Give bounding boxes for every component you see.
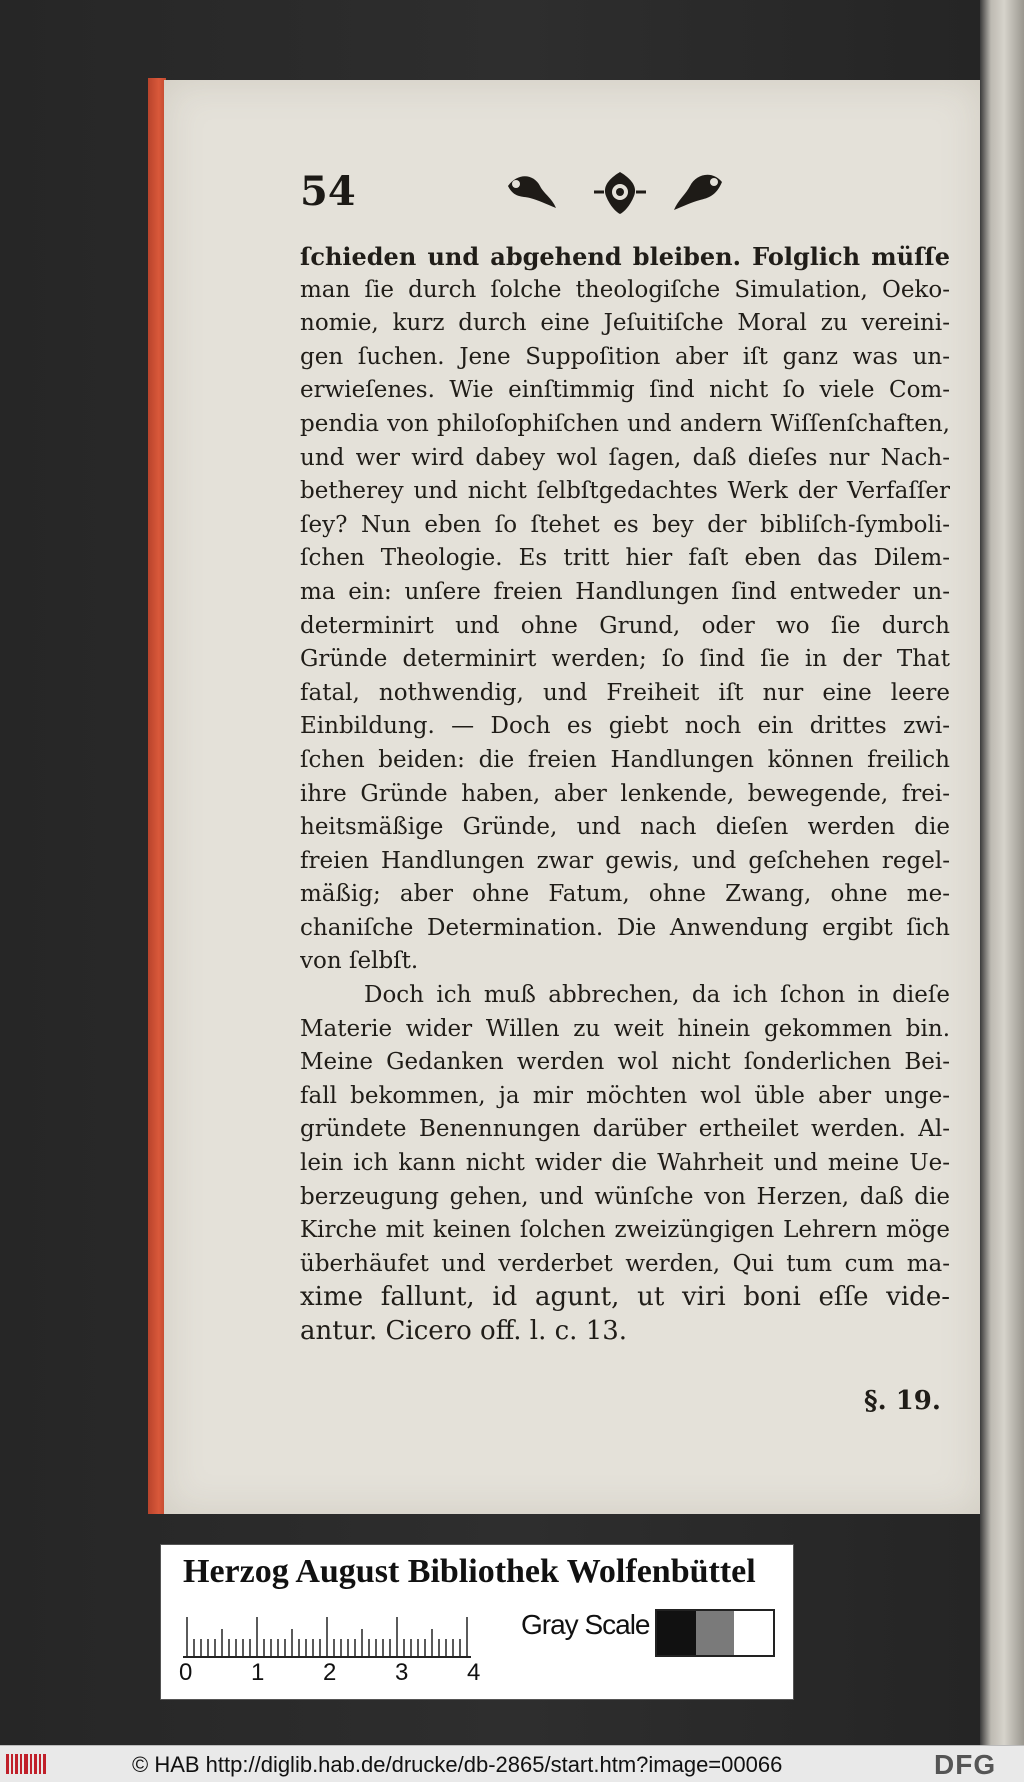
text-line: antur. Cicero off. l. c. 13.	[300, 1316, 628, 1346]
text-line: mäßig; aber ohne Fatum, ohne Zwang, ohne me-	[300, 881, 950, 908]
text-line: fall bekommen, ja mir möchten wol üble aber unge-	[300, 1082, 950, 1109]
text-line: ma ein: unſere freien Handlungen ſind entweder un-	[300, 578, 950, 605]
text-line: erwieſenes. Wie einſtimmig ſind nicht ſo viele Com-	[300, 377, 950, 404]
dfg-logo: DFG	[934, 1749, 997, 1780]
ruler-label: 2	[323, 1659, 337, 1686]
ornament-center-icon	[590, 168, 650, 218]
ruler-label: 0	[179, 1659, 193, 1686]
ornament-left-icon	[500, 168, 560, 218]
ruler-label: 1	[251, 1659, 265, 1686]
text-line: Materie wider Willen zu weit hinein gekommen bin.	[300, 1015, 950, 1042]
catchword: §. 19.	[864, 1386, 941, 1416]
library-color-card	[160, 1544, 794, 1700]
library-name: Herzog August Bibliothek Wolfenbüttel	[183, 1553, 756, 1590]
text-line: determinirt und ohne Grund, oder wo ſie durch	[300, 612, 950, 639]
text-line: nomie, kurz durch eine Jeſuitiſche Moral zu vereini-	[300, 310, 950, 337]
text-line: lein ich kann nicht wider die Wahrheit und meine Ue-	[300, 1150, 950, 1177]
text-line: gründete Benennungen darüber ertheilet werden. Al-	[300, 1116, 950, 1143]
text-line: heitsmäßige Gründe, und nach dieſen werden die	[300, 814, 950, 841]
grayscale-swatch-gray	[696, 1611, 735, 1655]
text-line: fatal, nothwendig, und Freiheit iſt nur eine leere	[300, 679, 950, 706]
text-line: xime fallunt, id agunt, ut viri boni eſſe vide-	[300, 1282, 950, 1313]
text-line: gen ſuchen. Jene Suppoſition aber iſt ganz was un-	[300, 343, 950, 370]
text-line: Doch ich muß abbrechen, da ich ſchon in dieſe	[364, 982, 950, 1009]
text-line: von ſelbſt.	[300, 948, 419, 975]
text-line: ſchieden und abgehend bleiben. Folglich müſſe	[300, 242, 950, 271]
text-line: berzeugung gehen, und wünſche von Herzen, daß die	[300, 1183, 950, 1210]
page-number: 54	[300, 168, 356, 215]
hab-barcode-logo-icon	[4, 1750, 48, 1778]
text-line: ſchen Theologie. Es tritt hier faſt eben das Dilem-	[300, 545, 950, 572]
running-head	[300, 168, 940, 228]
text-line: ſey? Nun eben ſo ſtehet es bey der bibliſch-ſymboli-	[300, 511, 950, 538]
text-line: Kirche mit keinen ſolchen zweizüngigen Lehrern möge	[300, 1217, 950, 1244]
source-url: © HAB http://diglib.hab.de/drucke/db-2865/start.htm?image=00066	[132, 1752, 783, 1777]
text-line: ihre Gründe haben, aber lenkende, bewegende, frei-	[300, 780, 950, 807]
status-bar	[0, 1745, 1024, 1782]
text-line: man ſie durch ſolche theologiſche Simulation, Oeko-	[300, 276, 950, 303]
body-text	[300, 240, 950, 1349]
grayscale-label: Gray Scale	[521, 1609, 650, 1640]
text-line: chaniſche Determination. Die Anwendung ergibt ſich	[300, 914, 950, 941]
text-line: ſchen beiden: die freien Handlungen können freilich	[300, 746, 950, 773]
grayscale-swatches	[655, 1609, 775, 1657]
book-page-stack	[980, 0, 1024, 1745]
text-line: Einbildung. — Doch es giebt noch ein drittes zwi-	[300, 713, 950, 740]
text-line: Gründe determinirt werden; ſo ſind ſie in der That	[300, 646, 950, 673]
ornament-right-icon	[670, 168, 730, 218]
text-line: betherey und nicht ſelbſtgedachtes Werk der Verfaſſer	[300, 478, 950, 505]
text-line: und wer wird dabey wol ſagen, daß dieſes nur Nach-	[300, 444, 950, 471]
text-line: Meine Gedanken werden wol nicht ſonderlichen Bei-	[300, 1049, 950, 1076]
ruler-label: 3	[395, 1659, 409, 1686]
grayscale-swatch-black	[657, 1611, 696, 1655]
book-page	[164, 80, 980, 1514]
text-line: überhäufet und verderbet werden, Qui tum cum ma-	[300, 1250, 950, 1277]
ruler-scale	[183, 1609, 471, 1659]
grayscale-swatch-white	[734, 1611, 773, 1655]
text-line: pendia von philoſophiſchen und andern Wiſſenſchaften,	[300, 410, 950, 437]
ruler-label: 4	[467, 1659, 481, 1686]
text-line: freien Handlungen zwar gewis, und geſchehen regel-	[300, 847, 950, 874]
